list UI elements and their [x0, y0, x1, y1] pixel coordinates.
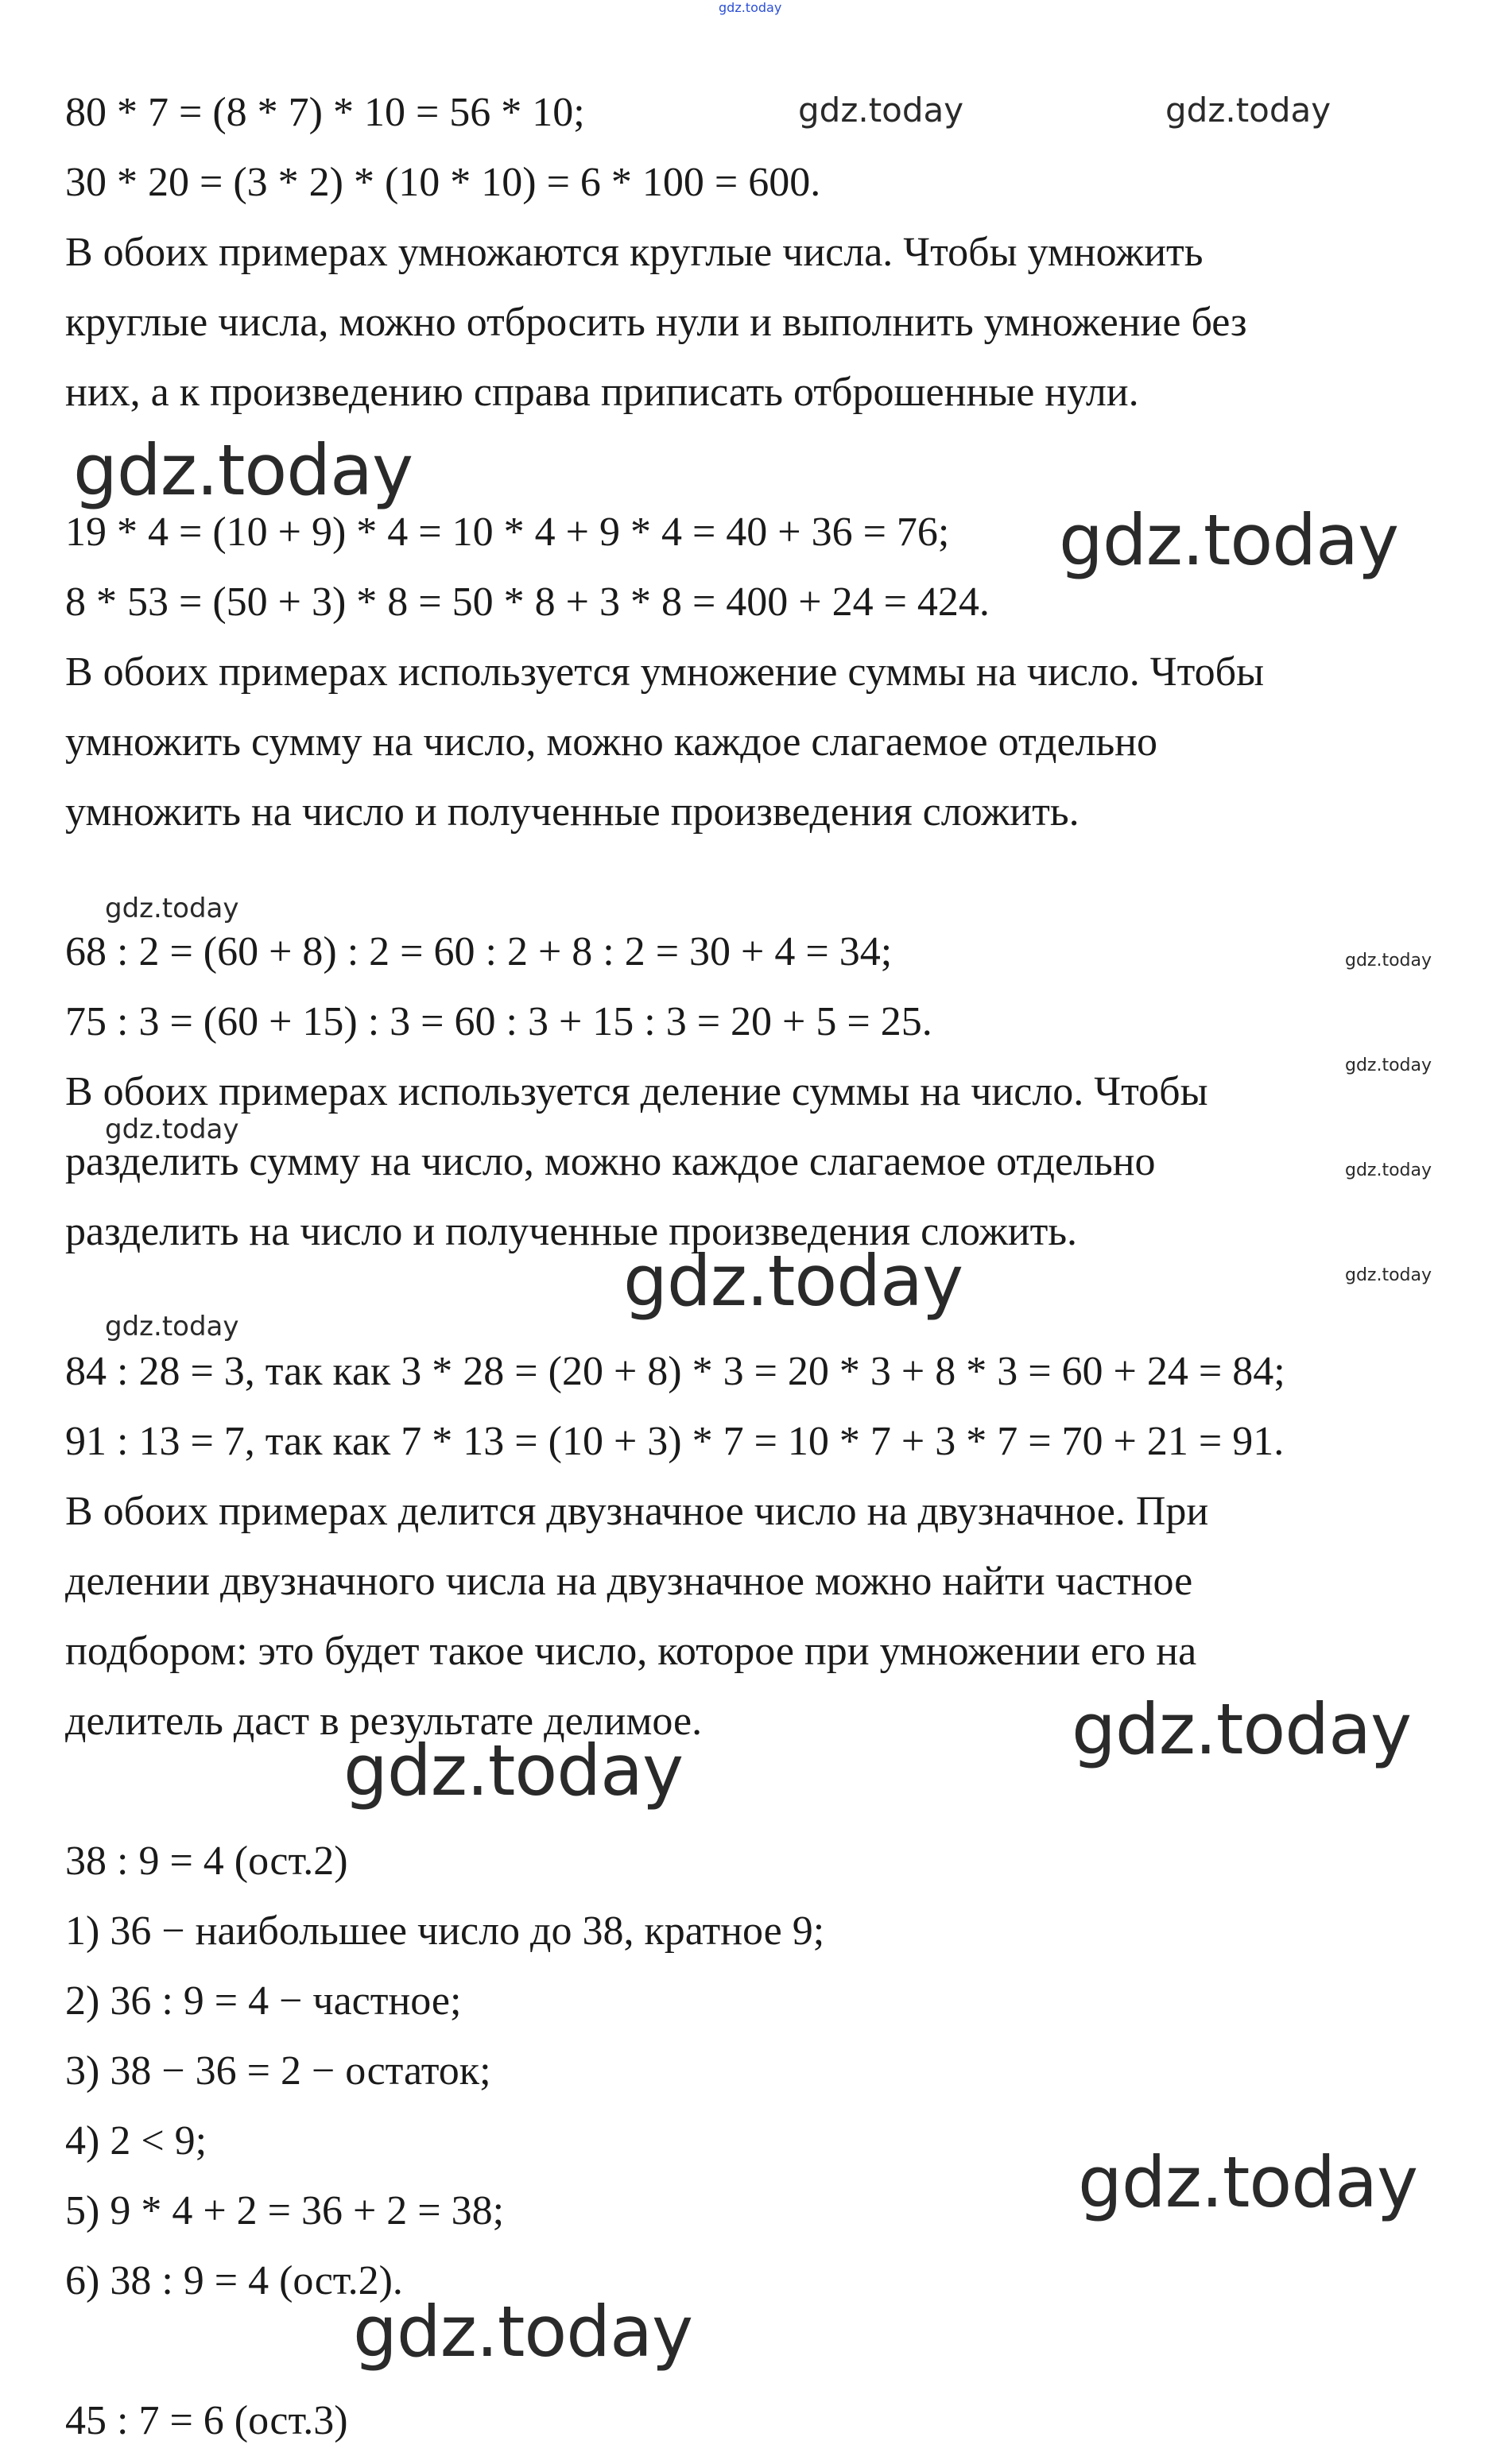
- explanation-line: В обоих примерах умножаются круглые числа. Чтобы умножить: [65, 230, 1204, 275]
- watermark: gdz.today: [1072, 1688, 1412, 1770]
- explanation-line: В обоих примерах делится двузначное число на двузначное. При: [65, 1489, 1209, 1534]
- equation-line: 68 : 2 = (60 + 8) : 2 = 60 : 2 + 8 : 2 = 30 + 4 = 34;: [65, 929, 893, 974]
- equation-line: 8 * 53 = (50 + 3) * 8 = 50 * 8 + 3 * 8 = 400 + 24 = 424.: [65, 579, 990, 625]
- step-line: 6) 38 : 9 = 4 (ост.2).: [65, 2258, 403, 2303]
- equation-line: 19 * 4 = (10 + 9) * 4 = 10 * 4 + 9 * 4 = 40 + 36 = 76;: [65, 509, 950, 555]
- watermark: gdz.today: [73, 429, 413, 511]
- watermark: gdz.today: [105, 893, 239, 924]
- watermark: gdz.today: [343, 1730, 684, 1811]
- explanation-line: делитель даст в результате делимое.: [65, 1699, 703, 1744]
- step-line: 3) 38 − 36 = 2 − остаток;: [65, 2048, 491, 2094]
- watermark: gdz.today: [1345, 951, 1432, 970]
- step-line: 5) 9 * 4 + 2 = 36 + 2 = 38;: [65, 2188, 505, 2233]
- explanation-line: них, а к произведению справа приписать отброшенные нули.: [65, 370, 1139, 415]
- explanation-line: В обоих примерах используется умножение суммы на число. Чтобы: [65, 649, 1265, 695]
- step-line: 4) 2 < 9;: [65, 2118, 207, 2164]
- explanation-line: круглые числа, можно отбросить нули и выполнить умножение без: [65, 300, 1247, 345]
- explanation-line: умножить на число и полученные произведения сложить.: [65, 789, 1080, 835]
- explanation-line: разделить сумму на число, можно каждое слагаемое отдельно: [65, 1139, 1156, 1184]
- watermark-top: gdz.today: [719, 0, 782, 15]
- watermark: gdz.today: [1345, 1265, 1432, 1285]
- equation-line: 75 : 3 = (60 + 15) : 3 = 60 : 3 + 15 : 3 = 20 + 5 = 25.: [65, 999, 932, 1044]
- equation-line: 80 * 7 = (8 * 7) * 10 = 56 * 10;: [65, 90, 585, 135]
- equation-line: 91 : 13 = 7, так как 7 * 13 = (10 + 3) * 7 = 10 * 7 + 3 * 7 = 70 + 21 = 91.: [65, 1419, 1285, 1464]
- watermark: gdz.today: [1165, 91, 1332, 130]
- watermark: gdz.today: [623, 1240, 963, 1322]
- watermark: gdz.today: [105, 1114, 239, 1145]
- watermark: gdz.today: [1345, 1056, 1432, 1075]
- explanation-line: умножить сумму на число, можно каждое слагаемое отдельно: [65, 719, 1158, 765]
- explanation-line: разделить на число и полученные произведения сложить.: [65, 1209, 1078, 1254]
- explanation-line: В обоих примерах используется деление суммы на число. Чтобы: [65, 1069, 1208, 1114]
- step-line: 1) 36 − наибольшее число до 38, кратное 9;: [65, 1908, 825, 1954]
- watermark: gdz.today: [1078, 2141, 1418, 2223]
- watermark: gdz.today: [1345, 1160, 1432, 1180]
- equation-line: 30 * 20 = (3 * 2) * (10 * 10) = 6 * 100 = 600.: [65, 160, 821, 205]
- equation-line: 45 : 7 = 6 (ост.3): [65, 2398, 348, 2443]
- equation-line: 84 : 28 = 3, так как 3 * 28 = (20 + 8) * 3 = 20 * 3 + 8 * 3 = 60 + 24 = 84;: [65, 1349, 1285, 1394]
- explanation-line: делении двузначного числа на двузначное можно найти частное: [65, 1559, 1193, 1604]
- watermark: gdz.today: [798, 91, 964, 130]
- watermark: gdz.today: [105, 1311, 239, 1342]
- equation-line: 38 : 9 = 4 (ост.2): [65, 1838, 348, 1884]
- watermark: gdz.today: [353, 2291, 693, 2373]
- step-line: 2) 36 : 9 = 4 − частное;: [65, 1978, 462, 2024]
- explanation-line: подбором: это будет такое число, которое при умножении его на: [65, 1629, 1197, 1674]
- watermark: gdz.today: [1059, 499, 1399, 581]
